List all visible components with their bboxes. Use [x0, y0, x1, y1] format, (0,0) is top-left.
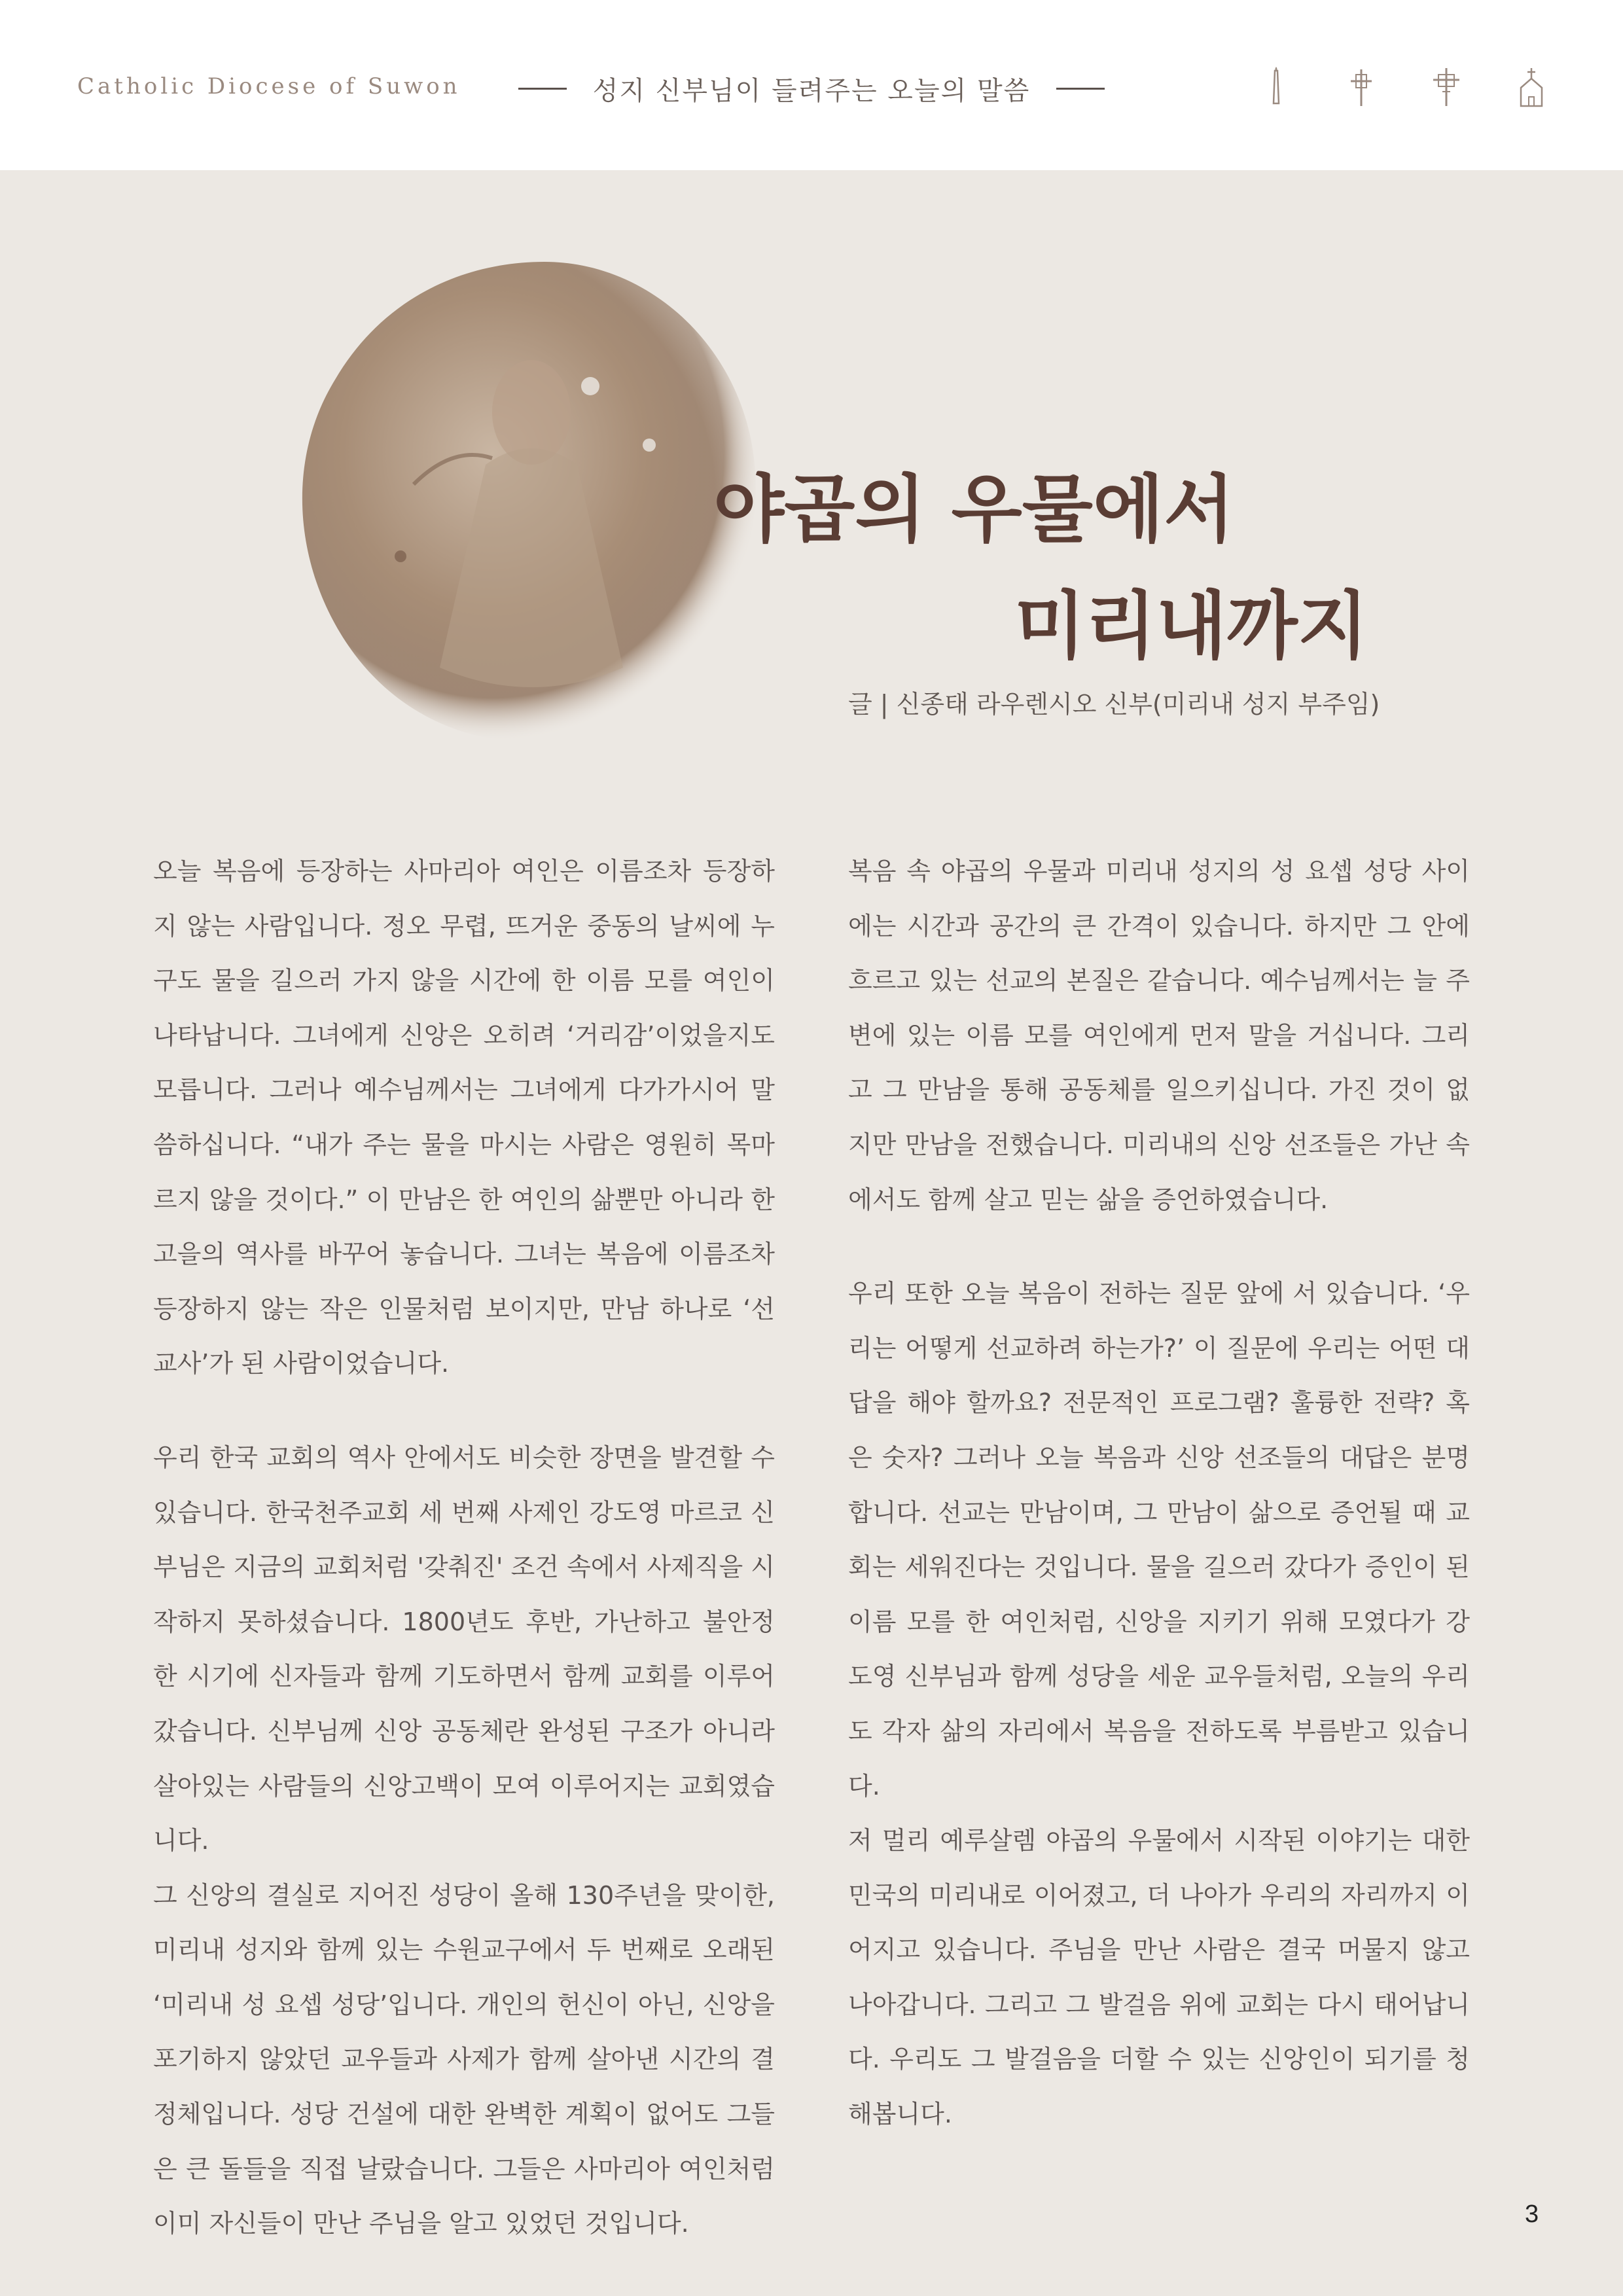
- candle-icon: [1257, 65, 1296, 111]
- right-column: [848, 844, 1470, 2142]
- paragraph: 우리 또한 오늘 복음이 전하는 질문 앞에 서 있습니다. ‘우리는 어떻게 선교하려 하는가?’ 이 질문에 우리는 어떤 대답을 해야 할까요? 전문적인 프로그램? 훌륭한 전략? 혹은 숫자? 그러나 오늘 복음과 신앙 선조들의 대답은 분명합니다. 선교는 만남이며, 그 만남이 삶으로 증언될 때 교회는 세워진다는 것입니다. 물을 길으러 갔다가 증인이 된 이름 모를 한 여인처럼, 신앙을 지키기 위해 모였다가 강도영 신부님과 함께 성당을 세운 교우들처럼, 오늘의 우리도 각자 삶의 자리에서 복음을 전하도록 부름받고 있습니다.: [848, 1279, 1470, 1801]
- article-title-line1: 야곱의 우물에서: [713, 467, 1235, 552]
- left-column: [153, 844, 775, 2251]
- heading-rule-right: [1056, 88, 1105, 90]
- section-title: 성지 신부님이 들려주는 오늘의 말씀: [592, 75, 1031, 106]
- heading-rule-left: [518, 88, 567, 90]
- page-header: [0, 0, 1623, 170]
- diocese-name: Catholic Diocese of Suwon: [77, 73, 461, 99]
- church-icon: [1512, 65, 1551, 111]
- paragraph: 저 멀리 예루살렘 야곱의 우물에서 시작된 이야기는 대한민국의 미리내로 이어졌고, 더 나아가 우리의 자리까지 이어지고 있습니다. 주님을 만난 사람은 결국 머물지 않고 나아갑니다. 그리고 그 발걸음 위에 교회는 다시 태어납니다. 우리도 그 발걸음을 더할 수 있는 신앙인이 되기를 청해봅니다.: [848, 1826, 1470, 2129]
- paragraph: 오늘 복음에 등장하는 사마리아 여인은 이름조차 등장하지 않는 사람입니다. 정오 무렵, 뜨거운 중동의 날씨에 누구도 물을 길으러 가지 않을 시간에 한 이름 모를 여인이 나타납니다. 그녀에게 신앙은 오히려 ‘거리감’이었을지도 모릅니다. 그러나 예수님께서는 그녀에게 다가가시어 말씀하십니다. “내가 주는 물을 마시는 사람은 영원히 목마르지 않을 것이다.” 이 만남은 한 여인의 삶뿐만 아니라 한 고을의 역사를 바꾸어 놓습니다. 그녀는 복음에 이름조차 등장하지 않는 작은 인물처럼 보이지만, 만남 하나로 ‘선교사’가 된 사람이었습니다.: [153, 857, 775, 1378]
- article-title: [713, 452, 1400, 685]
- header-icons: [1257, 65, 1558, 118]
- paragraph: 복음 속 야곱의 우물과 미리내 성지의 성 요셉 성당 사이에는 시간과 공간의 큰 간격이 있습니다. 하지만 그 안에 흐르고 있는 선교의 본질은 같습니다. 예수님께서는 늘 주변에 있는 이름 모를 여인에게 먼저 말을 거십니다. 그리고 그 만남을 통해 공동체를 일으키십니다. 가진 것이 없지만 만남을 전했습니다. 미리내의 신앙 선조들은 가난 속에서도 함께 살고 믿는 삶을 증언하였습니다.: [848, 857, 1470, 1214]
- article-title-line2: 미리내까지: [1014, 583, 1368, 669]
- author-byline: 글 | 신종태 라우렌시오 신부(미리내 성지 부주임): [848, 690, 1380, 719]
- paragraph: 그 신앙의 결실로 지어진 성당이 올해 130주년을 맞이한, 미리내 성지와 함께 있는 수원교구에서 두 번째로 오래된 ‘미리내 성 요셉 성당’입니다. 개인의 헌신이 아닌, 신앙을 포기하지 않았던 교우들과 사제가 함께 살아낸 시간의 결정체입니다. 성당 건설에 대한 완벽한 계획이 없어도 그들은 큰 돌들을 직접 날랐습니다. 그들은 사마리아 여인처럼 이미 자신들이 만난 주님을 알고 있었던 것입니다.: [153, 1880, 775, 2238]
- paragraph: 우리 한국 교회의 역사 안에서도 비슷한 장면을 발견할 수 있습니다. 한국천주교회 세 번째 사제인 강도영 마르코 신부님은 지금의 교회처럼 '갖춰진' 조건 속에서 사제직을 시작하지 못하셨습니다. 1800년도 후반, 가난하고 불안정한 시기에 신자들과 함께 기도하면서 함께 교회를 이루어 갔습니다. 신부님께 신앙 공동체란 완성된 구조가 아니라 살아있는 사람들의 신앙고백이 모여 이루어지는 교회였습니다.: [153, 1443, 775, 1856]
- cross-icon: [1342, 65, 1381, 111]
- page-number: 3: [1525, 2200, 1539, 2228]
- section-heading: [504, 65, 1119, 111]
- crucifix-icon: [1427, 65, 1466, 111]
